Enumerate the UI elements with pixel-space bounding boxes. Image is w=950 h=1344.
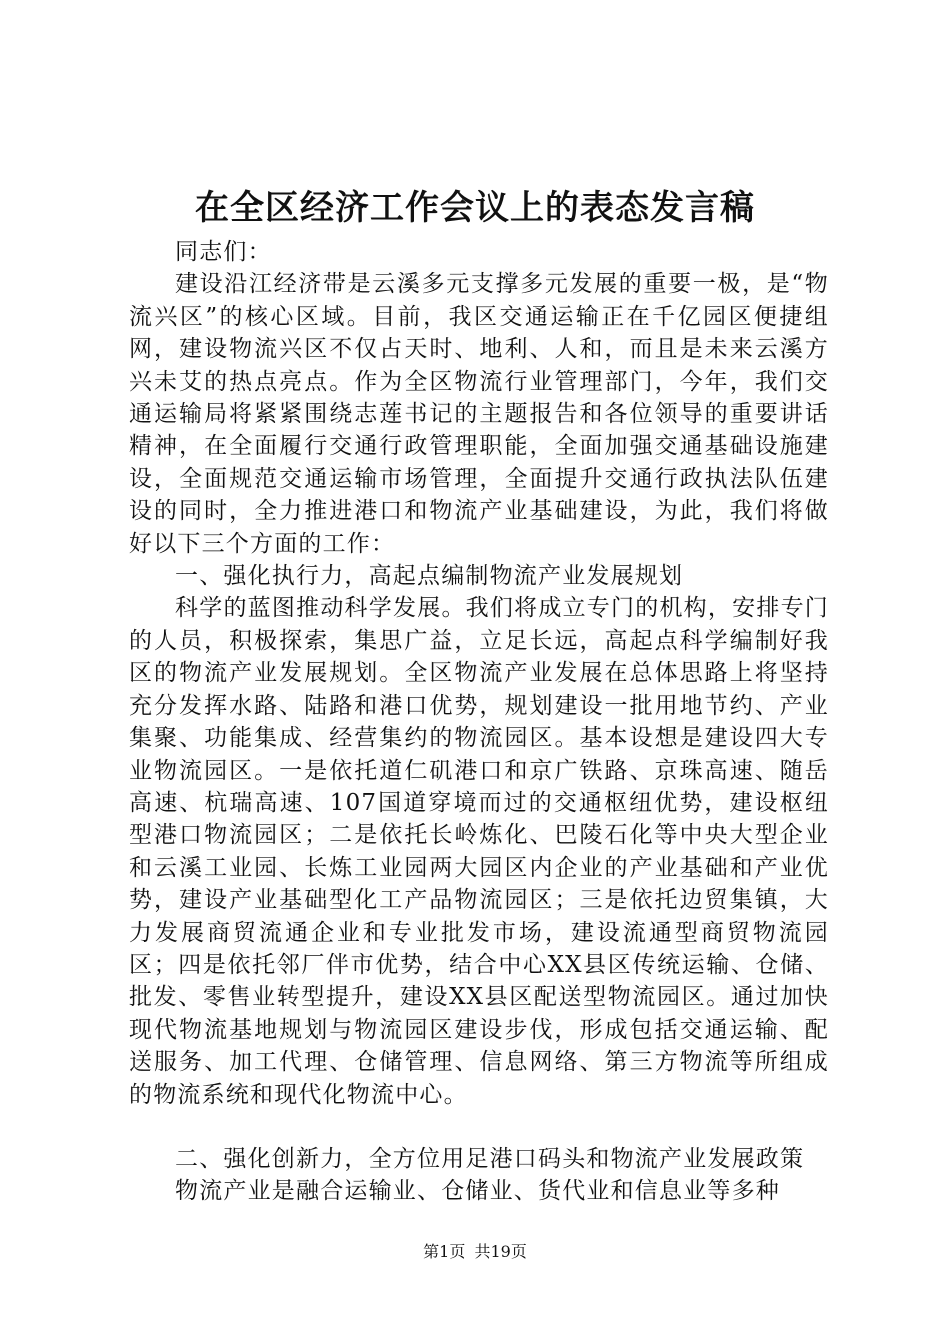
section-1-paragraph: 科学的蓝图推动科学发展。我们将成立专门的机构，安排专门的人员，积极探索，集思广益，立足长远，高起点科学编制好我区的物流产业发展规划。全区物流产业发展在总体思路上将坚持充分发挥水路、陆路和港口优势，规划建设一批用地节约、产业集聚、功能集成、经营集约的物流园区。基本设想是建设四大专业物流园区。一是依托道仁矶港口和京广铁路、京珠高速、随岳高速、杭瑞高速、107国道穿境而过的交通枢纽优势，建设枢纽型港口物流园区；二是依托长岭炼化、巴陵石化等中央大型企业和云溪工业园、长炼工业园两大园区内企业的产业基础和产业优势，建设产业基础型化工产品物流园区；三是依托边贸集镇，大力发展商贸流通企业和专业批发市场，建设流通型商贸物流园区；四是依托邻厂伴市优势，结合中心XX县区传统运输、仓储、批发、零售业转型提升，建设XX县区配送型物流园区。通过加快现代物流基地规划与物流园区建设步伐，形成包括交通运输、配送服务、加工代理、仓储管理、信息网络、第三方物流等所组成的物流系统和现代化物流中心。 bbox=[129, 595, 829, 1108]
section-2-paragraph: 物流产业是融合运输业、仓储业、货代业和信息业等多种 bbox=[175, 1178, 780, 1205]
page-footer bbox=[0, 1240, 950, 1264]
section-heading-1: 一、强化执行力，高起点编制物流产业发展规划 bbox=[175, 563, 684, 590]
total-pages: 共19页 bbox=[474, 1242, 527, 1261]
salutation-paragraph: 同志们： bbox=[175, 239, 272, 265]
document-title: 在全区经济工作会议上的表态发言稿 bbox=[195, 188, 755, 228]
page-number: 第1页 bbox=[423, 1242, 466, 1261]
document-body bbox=[129, 236, 829, 1208]
paragraph-spacer bbox=[129, 1111, 829, 1143]
intro-paragraph: 建设沿江经济带是云溪多元支撑多元发展的重要一极，是“物流兴区”的核心区域。目前，我区交通运输正在千亿园区便捷组网，建设物流兴区不仅占天时、地利、人和，而且是未来云溪方兴未艾的热点亮点。作为全区物流行业管理部门，今年，我们交通运输局将紧紧围绕志莲书记的主题报告和各位领导的重要讲话精神，在全面履行交通行政管理职能，全面加强交通基础设施建设，全面规范交通运输市场管理，全面提升交通行政执法队伍建设的同时，全力推进港口和物流产业基础建设，为此，我们将做好以下三个方面的工作： bbox=[129, 271, 829, 557]
section-heading-2: 二、强化创新力，全方位用足港口码头和物流产业发展政策 bbox=[175, 1145, 805, 1172]
